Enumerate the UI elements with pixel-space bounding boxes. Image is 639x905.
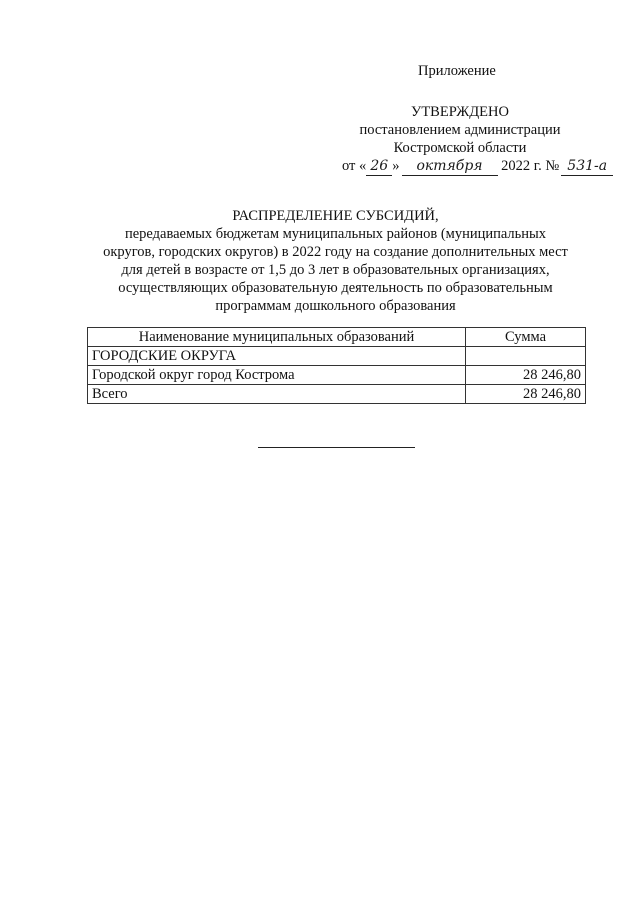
row-sum	[466, 347, 586, 366]
approved-label: УТВЕРЖДЕНО	[411, 104, 509, 120]
title-line-3: для детей в возрасте от 1,5 до 3 лет в образовательных организациях,	[121, 262, 550, 278]
row-name: ГОРОДСКИЕ ОКРУГА	[88, 347, 466, 366]
approval-date-line	[342, 157, 613, 176]
approved-by-line1: постановлением администрации	[359, 122, 561, 138]
document-heading: РАСПРЕДЕЛЕНИЕ СУБСИДИЙ,	[232, 208, 439, 224]
row-name: Городской округ город Кострома	[88, 366, 466, 385]
handwritten-month: октября	[402, 157, 498, 176]
header-name: Наименование муниципальных образований	[88, 328, 466, 347]
handwritten-day: 26	[366, 157, 392, 176]
table-row	[88, 385, 586, 404]
closing-divider	[258, 447, 415, 448]
title-line-4: осуществляющих образовательную деятельность по образовательным	[118, 280, 553, 296]
title-line-1: передаваемых бюджетам муниципальных районов (муниципальных	[124, 226, 547, 242]
date-prefix: от «	[342, 158, 367, 174]
appendix-label: Приложение	[418, 63, 496, 79]
date-mid: »	[392, 158, 400, 174]
header-sum: Сумма	[466, 328, 586, 347]
year-number-label: 2022 г. №	[501, 158, 560, 174]
row-sum: 28 246,80	[466, 366, 586, 385]
table-row	[88, 347, 586, 366]
title-line-2: округов, городских округов) в 2022 году на создание дополнительных мест	[103, 244, 568, 260]
row-sum: 28 246,80	[466, 385, 586, 404]
approved-by-line2: Костромской области	[393, 140, 527, 156]
handwritten-number: 531-а	[561, 157, 613, 176]
table-header-row	[88, 328, 586, 347]
title-line-5: программам дошкольного образования	[215, 298, 456, 314]
subsidy-table	[87, 327, 586, 404]
table-row	[88, 366, 586, 385]
row-name: Всего	[88, 385, 466, 404]
